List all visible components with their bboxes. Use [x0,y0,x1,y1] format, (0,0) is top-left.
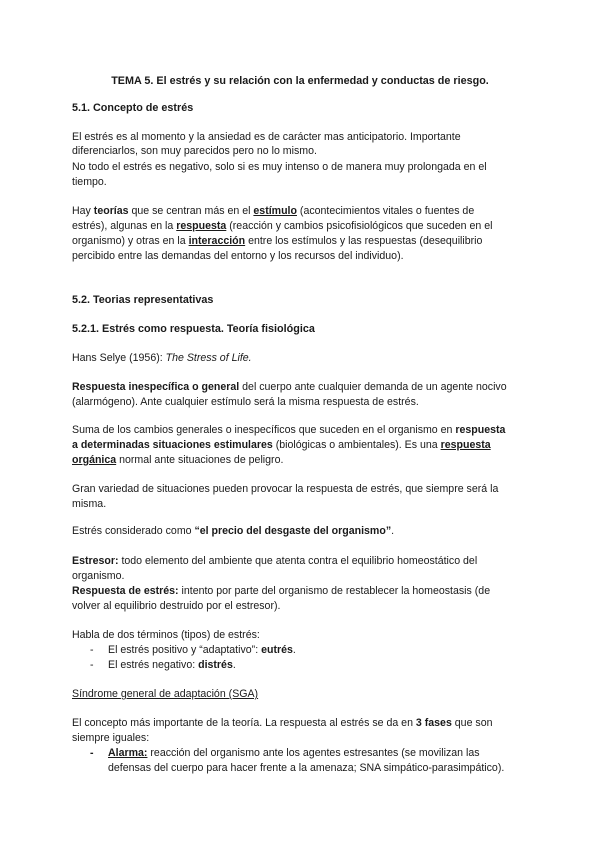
paragraph-line: Respuesta inespecífica o general del cuerpo ante cualquier demanda de un agente nocivo [72,381,507,393]
paragraph-line: No todo el estrés es negativo, solo si es muy intenso o de manera muy prolongada en el [72,161,487,173]
bullet-item: El estrés positivo y “adaptativo”: eutrés. [108,644,296,656]
paragraph-line: Gran variedad de situaciones pueden provocar la respuesta de estrés, que siempre será la [72,483,499,495]
bullet-dash: - [90,747,94,759]
subsection-heading: 5.2.1. Estrés como respuesta. Teoría fisiológica [72,323,315,335]
sga-heading: Síndrome general de adaptación (SGA) [72,688,259,700]
document-title: TEMA 5. El estrés y su relación con la enfermedad y conductas de riesgo. [111,75,489,87]
paragraph-line: orgánica normal ante situaciones de peligro. [72,454,284,466]
paragraph-line: organismo) y otras en la interacción entre los estímulos y las respuestas (desequilibrio [72,235,483,247]
bullet-dash: - [90,644,94,656]
section-heading-5-1: 5.1. Concepto de estrés [72,102,194,114]
paragraph-line: Suma de los cambios generales o inespecíficos que suceden en el organismo en respuesta [72,424,506,436]
paragraph-line: Habla de dos términos (tipos) de estrés: [72,629,260,641]
paragraph-line: a determinadas situaciones estimulares (biológicas o ambientales). Es una respuesta [72,439,491,451]
bullet-item-continuation: defensas del cuerpo para hacer frente a la amenaza; SNA simpático-parasimpático). [108,762,505,774]
paragraph-line: diferenciarlos, son muy parecidos pero no lo mismo. [72,145,317,157]
paragraph-line: siempre iguales: [72,732,150,744]
paragraph-line: Hay teorías que se centran más en el estímulo (acontecimientos vitales o fuentes de [72,205,475,217]
reference-line: Hans Selye (1956): The Stress of Life. [72,352,252,364]
definition-line: volver al equilibrio destruido por el estresor). [72,600,281,612]
paragraph-line: El estrés es al momento y la ansiedad es de carácter mas anticipatorio. Importante [72,131,461,143]
bullet-item: El estrés negativo: distrés. [108,659,236,671]
definition-line: Respuesta de estrés: intento por parte del organismo de restablecer la homeostasis (de [72,585,491,597]
paragraph-line: estrés), algunas en la respuesta (reacción y cambios psicofisiológicos que suceden en el [72,220,493,232]
definition-line: organismo. [72,570,125,582]
paragraph-line: Estrés considerado como “el precio del desgaste del organismo”. [72,525,395,537]
definition-line: Estresor: todo elemento del ambiente que atenta contra el equilibrio homeostático del [72,555,478,567]
paragraph-line: percibido entre las demandas del entorno y los recursos del individuo). [72,250,404,262]
paragraph-line: El concepto más importante de la teoría. La respuesta al estrés se da en 3 fases que son [72,717,493,729]
bullet-item: Alarma: reacción del organismo ante los agentes estresantes (se movilizan las [108,747,480,759]
paragraph-line: tiempo. [72,176,107,188]
section-heading-5-2: 5.2. Teorias representativas [72,294,214,306]
paragraph-line: (alarmógeno). Ante cualquier estímulo será la misma respuesta de estrés. [72,396,419,408]
paragraph-line: misma. [72,498,107,510]
bullet-dash: - [90,659,94,671]
